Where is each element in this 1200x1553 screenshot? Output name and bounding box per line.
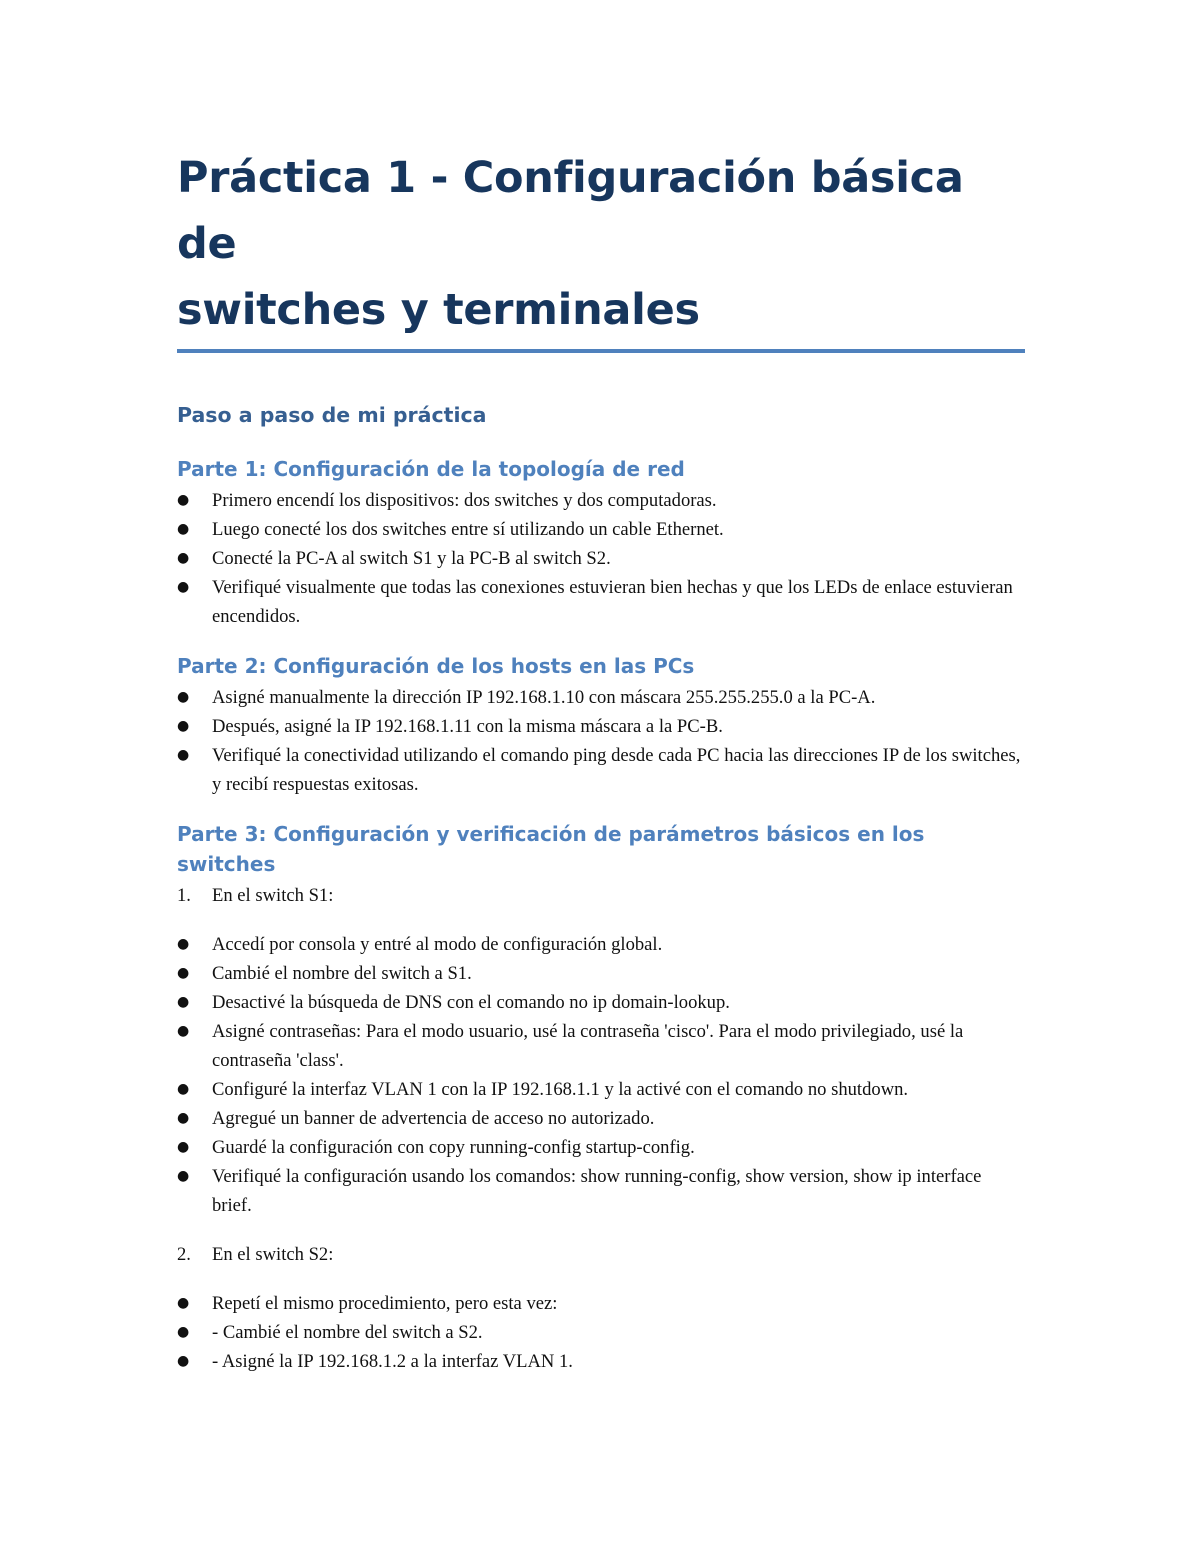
step-2 [177, 1240, 1025, 1269]
step-label [177, 1240, 1025, 1269]
step-1-list [177, 930, 1025, 1220]
bullet-icon: ● [177, 965, 190, 981]
step-number: 1. [177, 885, 191, 906]
list-item-text: Asigné contraseñas: Para el modo usuario, usé la contraseña 'cisco'. Para el modo privilegiado, usé la contraseña 'class'. [212, 1021, 964, 1071]
title-underline [177, 349, 1025, 353]
list-item [177, 930, 1025, 959]
list-item [177, 988, 1025, 1017]
part-2-heading: Parte 2: Configuración de los hosts en las PCs [177, 654, 695, 678]
bullet-icon: ● [177, 492, 190, 508]
list-item-text: Después, asigné la IP 192.168.1.11 con la misma máscara a la PC-B. [212, 716, 723, 737]
list-item-text: - Cambié el nombre del switch a S2. [212, 1322, 483, 1343]
list-item [177, 1318, 1025, 1347]
bullet-icon: ● [177, 1353, 190, 1369]
bullet-icon: ● [177, 1081, 190, 1097]
bullet-icon: ● [177, 1168, 190, 1184]
step-number: 2. [177, 1244, 191, 1265]
list-item-text: Verifiqué visualmente que todas las conexiones estuvieran bien hechas y que los LEDs de enlace estuvieran encendidos. [212, 577, 1013, 627]
list-item [177, 1017, 1025, 1075]
bullet-icon: ● [177, 1139, 190, 1155]
bullet-icon: ● [177, 747, 190, 763]
list-item-text: Desactivé la búsqueda de DNS con el comando no ip domain-lookup. [212, 992, 730, 1013]
list-item-text: Cambié el nombre del switch a S1. [212, 963, 472, 984]
list-item [177, 741, 1025, 799]
list-item [177, 1075, 1025, 1104]
list-item-text: Agregué un banner de advertencia de acceso no autorizado. [212, 1108, 655, 1129]
list-item-text: Asigné manualmente la dirección IP 192.168.1.10 con máscara 255.255.255.0 a la PC-A. [212, 687, 876, 708]
list-item [177, 1347, 1025, 1376]
document-title [177, 145, 1025, 349]
bullet-icon: ● [177, 1110, 190, 1126]
list-item-text: - Asigné la IP 192.168.1.2 a la interfaz VLAN 1. [212, 1351, 573, 1372]
bullet-icon: ● [177, 579, 190, 595]
part-3-heading: Parte 3: Configuración y verificación de parámetros básicos en los switches [177, 822, 925, 876]
step-1 [177, 881, 1025, 910]
list-item [177, 486, 1025, 515]
bullet-icon: ● [177, 994, 190, 1010]
bullet-icon: ● [177, 1324, 190, 1340]
list-item-text: Guardé la configuración con copy running-config startup-config. [212, 1137, 695, 1158]
list-item-text: Luego conecté los dos switches entre sí utilizando un cable Ethernet. [212, 519, 724, 540]
list-item-text: Accedí por consola y entré al modo de configuración global. [212, 934, 663, 955]
part-2-list [177, 683, 1025, 799]
bullet-icon: ● [177, 1023, 190, 1039]
list-item [177, 683, 1025, 712]
list-item-text: Verifiqué la conectividad utilizando el comando ping desde cada PC hacia las direcciones IP de los switches, y recibí respuestas exitosas. [212, 745, 1021, 795]
bullet-icon: ● [177, 521, 190, 537]
bullet-icon: ● [177, 1295, 190, 1311]
list-item [177, 573, 1025, 631]
step-2-list [177, 1289, 1025, 1376]
step-label [177, 881, 1025, 910]
step-label-text: En el switch S1: [212, 885, 334, 906]
list-item [177, 712, 1025, 741]
title-line-2: switches y terminales [177, 285, 700, 335]
title-line-1: Práctica 1 - Configuración básica de [177, 153, 964, 269]
list-item [177, 1104, 1025, 1133]
bullet-icon: ● [177, 689, 190, 705]
step-label-text: En el switch S2: [212, 1244, 334, 1265]
list-item [177, 1162, 1025, 1220]
list-item [177, 959, 1025, 988]
part-1-heading: Parte 1: Configuración de la topología de red [177, 457, 685, 481]
list-item [177, 544, 1025, 573]
bullet-icon: ● [177, 718, 190, 734]
document-body [177, 145, 1025, 1376]
list-item-text: Verifiqué la configuración usando los comandos: show running-config, show version, show ip interface brief. [212, 1166, 982, 1216]
list-item-text: Repetí el mismo procedimiento, pero esta vez: [212, 1293, 558, 1314]
bullet-icon: ● [177, 550, 190, 566]
part-1-list [177, 486, 1025, 631]
list-item-text: Configuré la interfaz VLAN 1 con la IP 192.168.1.1 y la activé con el comando no shutdown. [212, 1079, 909, 1100]
list-item [177, 1289, 1025, 1318]
section-heading: Paso a paso de mi práctica [177, 403, 487, 427]
list-item [177, 1133, 1025, 1162]
list-item-text: Conecté la PC-A al switch S1 y la PC-B al switch S2. [212, 548, 611, 569]
list-item [177, 515, 1025, 544]
bullet-icon: ● [177, 936, 190, 952]
list-item-text: Primero encendí los dispositivos: dos switches y dos computadoras. [212, 490, 717, 511]
